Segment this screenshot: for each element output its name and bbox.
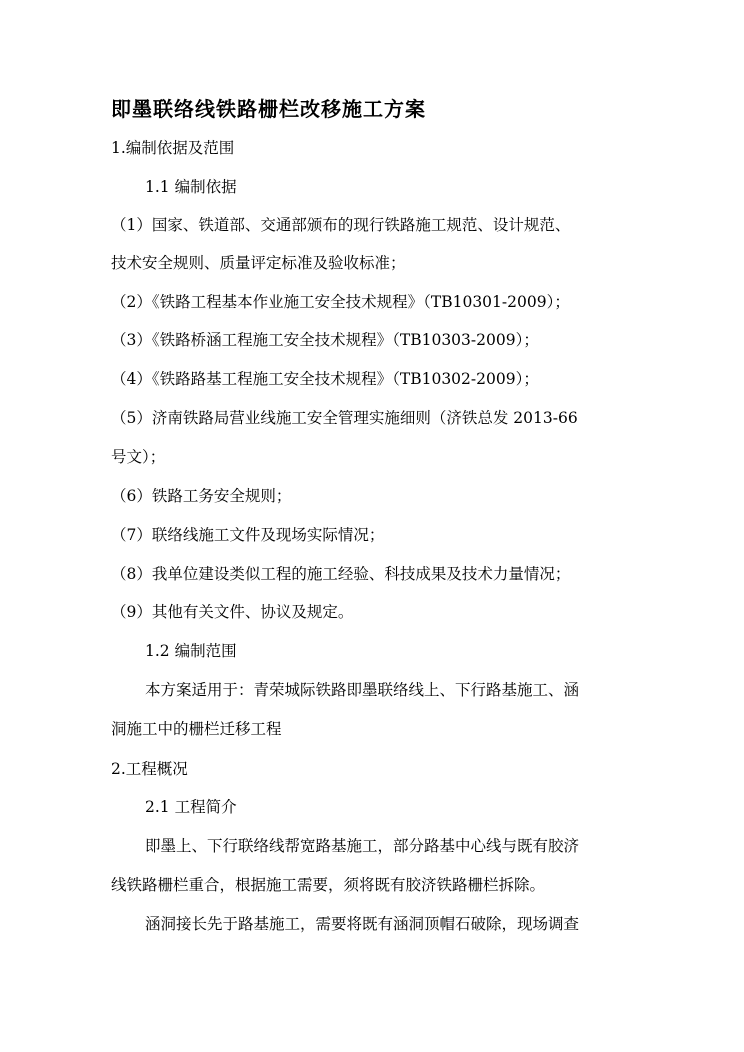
basis-item-4: （4）《铁路路基工程施工安全技术规程》（TB10302-2009）； xyxy=(111,370,539,388)
section-2-1-heading: 2.1 工程简介 xyxy=(145,798,237,816)
basis-item-1-line-1: （1）国家、铁道部、交通部颁布的现行铁路施工规范、设计规范、 xyxy=(111,216,571,234)
overview-paragraph-1-line-2: 线铁路栅栏重合，根据施工需要，须将既有胶济铁路栅栏拆除。 xyxy=(111,876,546,894)
section-1-2-heading: 1.2 编制范围 xyxy=(145,642,237,660)
section-1-heading: 1.编制依据及范围 xyxy=(111,139,235,157)
basis-item-1-line-2: 技术安全规则、质量评定标准及验收标准； xyxy=(111,254,406,272)
basis-item-7: （7）联络线施工文件及现场实际情况； xyxy=(111,526,385,544)
section-1-1-heading: 1.1 编制依据 xyxy=(145,178,237,196)
basis-item-2: （2）《铁路工程基本作业施工安全技术规程》（TB10301-2009）； xyxy=(111,293,570,311)
basis-item-5-line-1: （5）济南铁路局营业线施工安全管理实施细则（济铁总发 2013-66 xyxy=(111,409,578,427)
scope-paragraph-line-2: 洞施工中的栅栏迁移工程 xyxy=(111,720,282,738)
overview-paragraph-1-line-1: 即墨上、下行联络线帮宽路基施工，部分路基中心线与既有胶济 xyxy=(145,837,580,855)
basis-item-5-line-2: 号文）； xyxy=(111,448,166,466)
basis-item-9: （9）其他有关文件、协议及规定。 xyxy=(111,603,354,621)
overview-paragraph-2-line-1: 涵洞接长先于路基施工，需要将既有涵洞顶帽石破除，现场调查 xyxy=(145,915,580,933)
document-title: 即墨联络线铁路栅栏改移施工方案 xyxy=(111,97,426,121)
basis-item-6: （6）铁路工务安全规则； xyxy=(111,487,292,505)
section-2-heading: 2.工程概况 xyxy=(111,760,188,778)
scope-paragraph-line-1: 本方案适用于：青荣城际铁路即墨联络线上、下行路基施工、涵 xyxy=(145,681,580,699)
basis-item-8: （8）我单位建设类似工程的施工经验、科技成果及技术力量情况； xyxy=(111,565,571,583)
basis-item-3: （3）《铁路桥涵工程施工安全技术规程》（TB10303-2009）； xyxy=(111,331,539,349)
